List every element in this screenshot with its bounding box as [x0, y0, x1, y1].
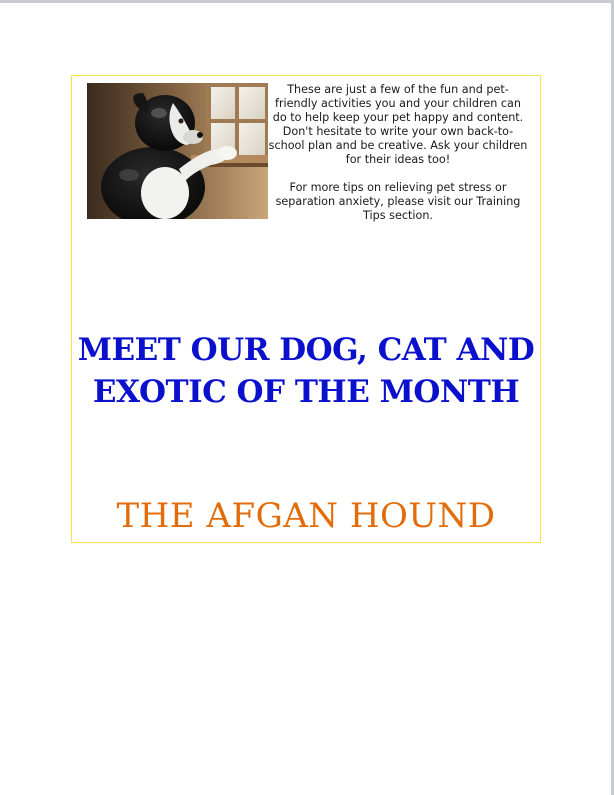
- intro-text: [267, 83, 529, 223]
- training-tips-paragraph: For more tips on relieving pet stress or separation anxiety, please visit our Training Tips section.: [275, 181, 521, 222]
- puppy-photo: [87, 83, 268, 219]
- month-headline: MEET OUR DOG, CAT AND EXOTIC OF THE MONTH: [77, 332, 535, 410]
- content-frame: [71, 75, 541, 543]
- breed-title: THE AFGAN HOUND: [116, 496, 496, 536]
- intro-paragraph: These are just a few of the fun and pet-friendly activities you and your children can do to help keep your pet happy and content. Don't hesitate to write your own back-to-school plan and be creative. Ask your children for their ideas too!: [268, 83, 528, 166]
